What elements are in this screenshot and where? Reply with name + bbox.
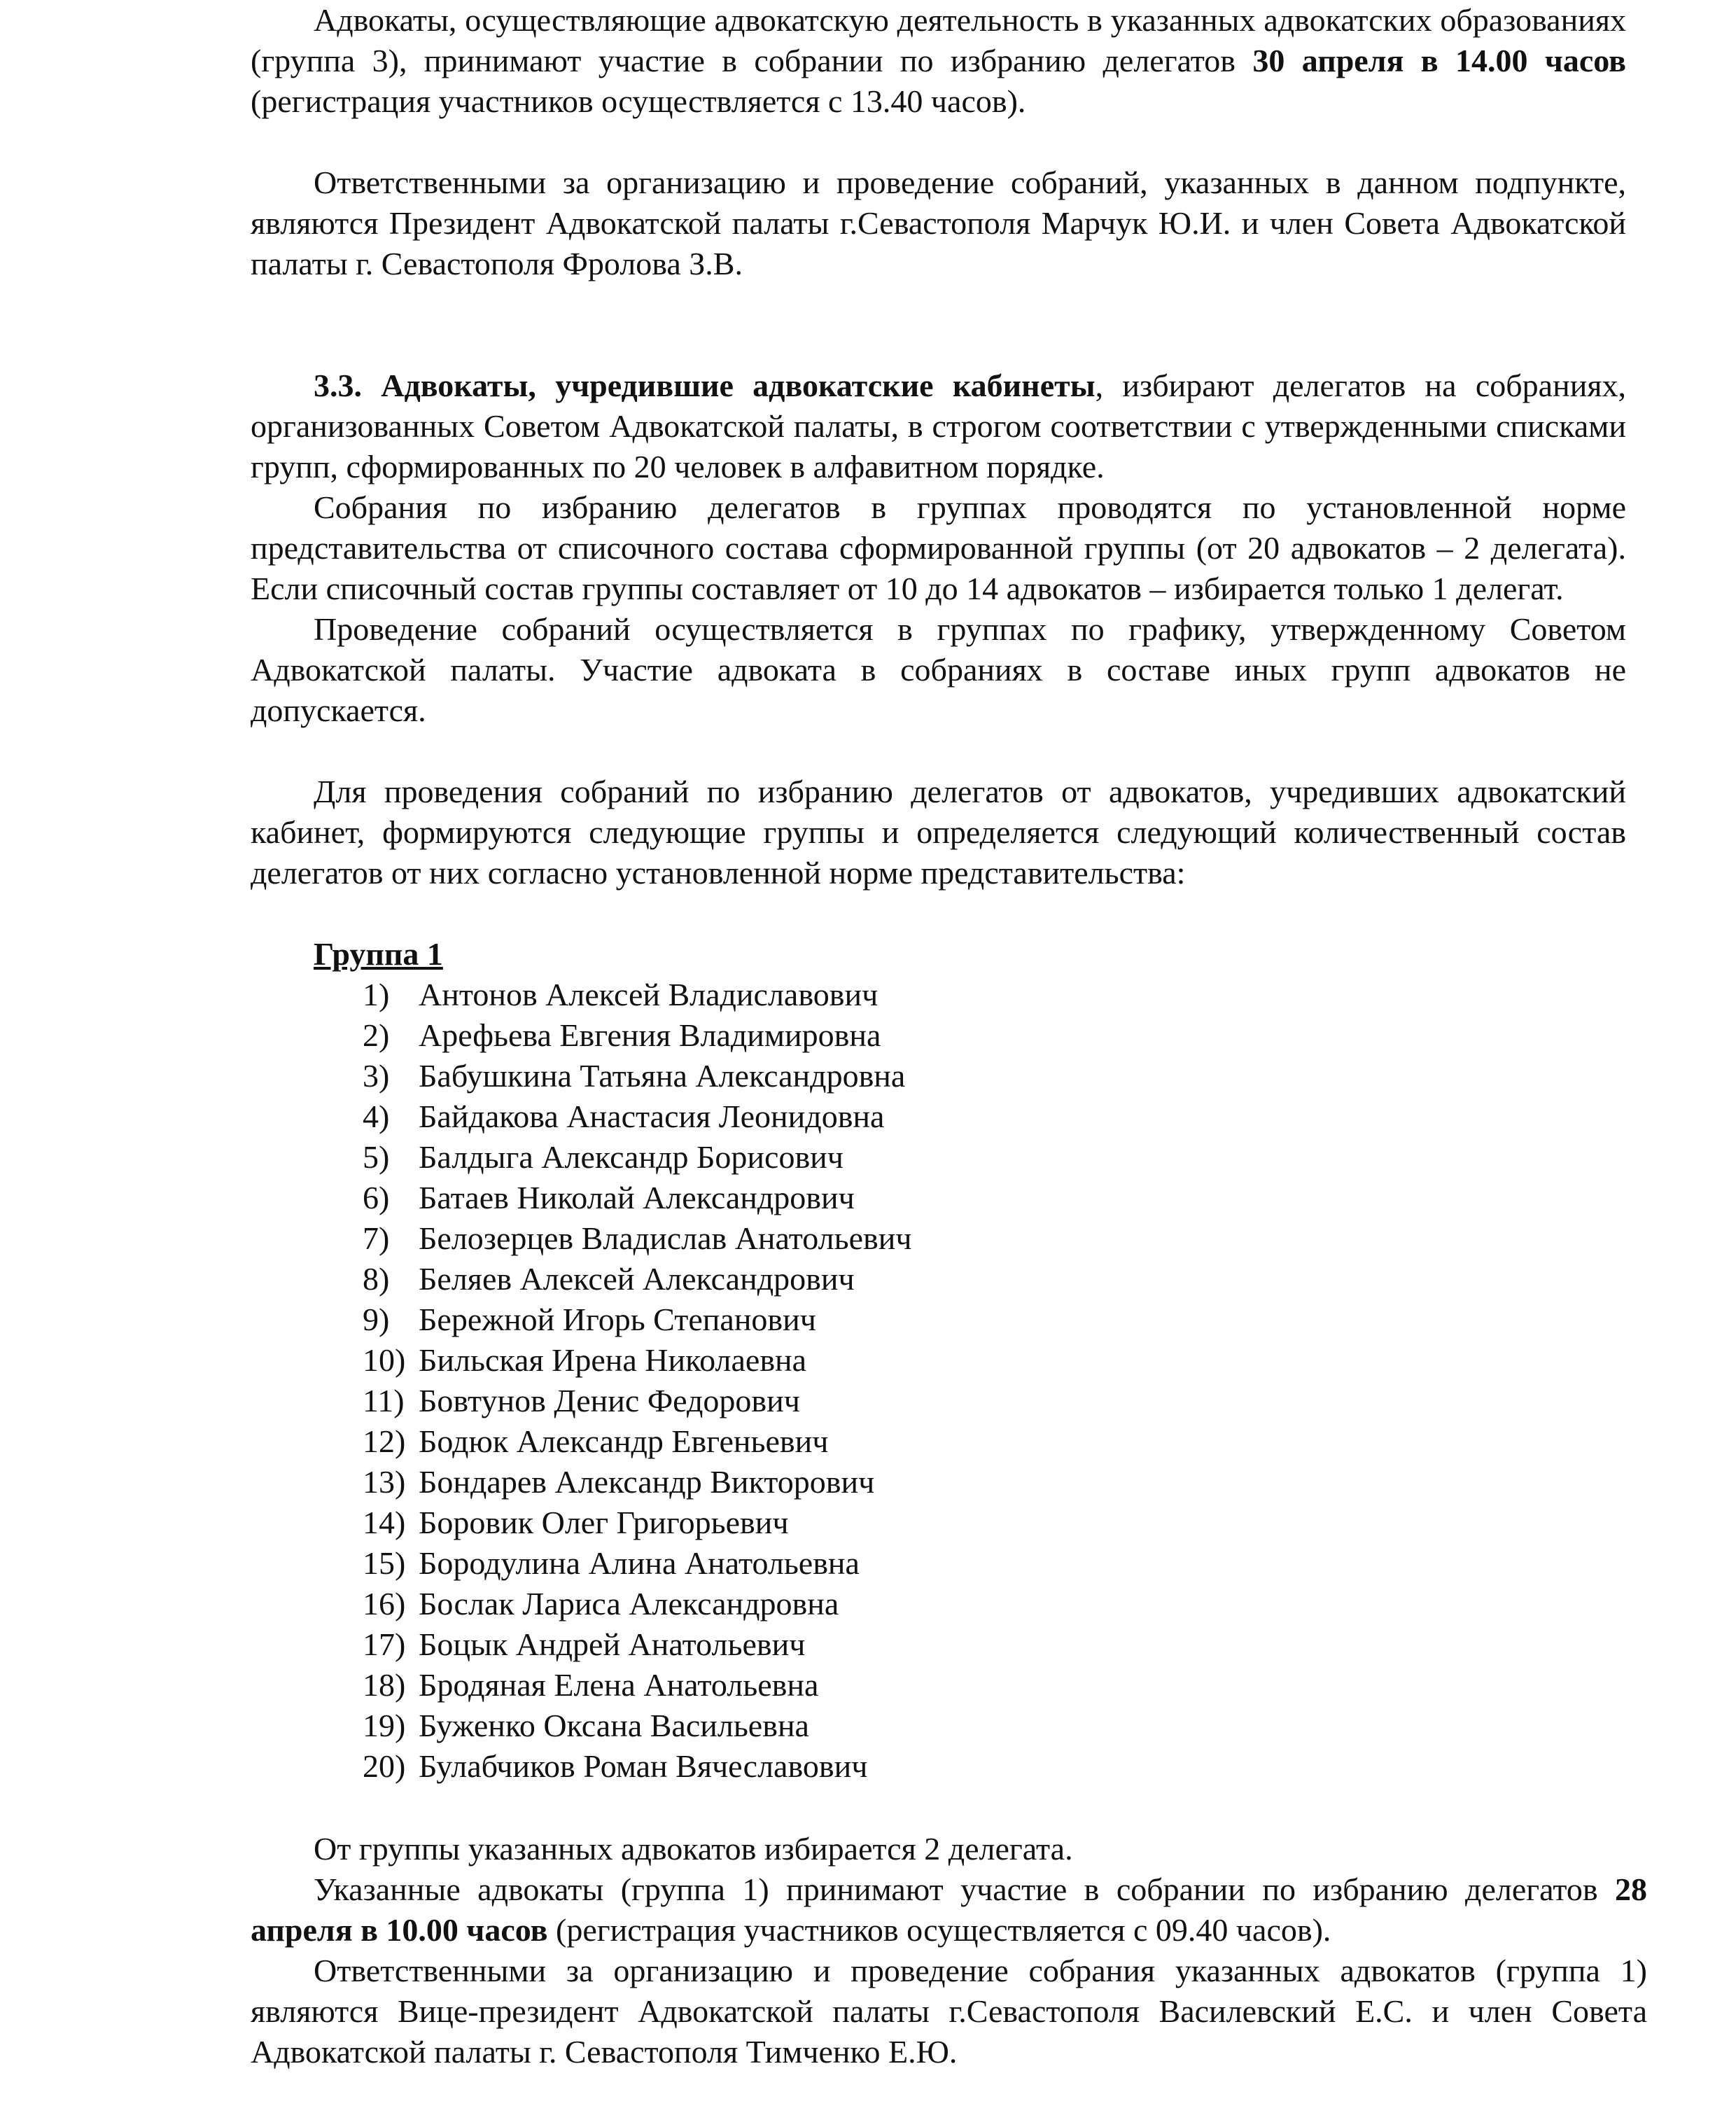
list-item [251, 1056, 1651, 1096]
list-item-name: Буженко Оксана Васильевна [419, 1708, 809, 1743]
section-heading-bold: 3.3. Адвокаты, учредившие адвокатские кабинеты [314, 368, 1096, 403]
list-item-number: 6) [363, 1180, 390, 1215]
list-item-name: Боровик Олег Григорьевич [419, 1505, 789, 1540]
document-page [251, 0, 1651, 2072]
section-3-3-intro [251, 365, 1626, 487]
list-item-number: 2) [363, 1017, 390, 1053]
list-item-name: Байдакова Анастасия Леонидовна [419, 1099, 885, 1134]
list-item-name: Бондарев Александр Викторович [419, 1464, 875, 1500]
list-item-number: 11) [363, 1383, 405, 1418]
list-item [251, 1299, 1651, 1340]
list-item-number: 17) [363, 1626, 406, 1662]
list-item-number: 14) [363, 1505, 406, 1540]
list-item-name: Бродяная Елена Анатольевна [419, 1667, 819, 1703]
group-members-list [251, 975, 1651, 1787]
list-item [251, 1218, 1651, 1259]
meeting-date-bold: 30 апреля в 14.00 часов [1252, 43, 1626, 78]
list-item-name: Арефьева Евгения Владимировна [419, 1017, 881, 1053]
text-span: Указанные адвокаты (группа 1) принимают участие в собрании по избранию делегатов [314, 1871, 1615, 1907]
list-item [251, 1665, 1651, 1706]
list-item [251, 1015, 1651, 1056]
list-item-number: 20) [363, 1748, 406, 1784]
list-item [251, 975, 1651, 1015]
list-item-number: 18) [363, 1667, 406, 1703]
list-item [251, 1543, 1651, 1584]
list-item-name: Бережной Игорь Степанович [419, 1302, 816, 1337]
list-item-number: 16) [363, 1586, 406, 1622]
group1-responsible-paragraph: Ответственными за организацию и проведение собрания указанных адвокатов (группа 1) являются Вице-президент Адвокатской палаты г.Севастополя Василевский Е.С. и член Совета Адвокатской палаты г. Севастополя Тимченко Е.Ю. [251, 1953, 1647, 2070]
text-span: Адвокаты, осуществляющие адвокатскую деятельность в указанных адвокатских образованиях (группа 3), принимают участие в собрании по избранию делегатов [251, 2, 1626, 78]
list-item-name: Бабушкина Татьяна Александровна [419, 1058, 906, 1094]
list-item [251, 1178, 1651, 1218]
list-item [251, 1096, 1651, 1137]
list-item-name: Булабчиков Роман Вячеславович [419, 1748, 868, 1784]
list-item [251, 1706, 1651, 1746]
group-heading: Группа 1 [314, 936, 443, 972]
list-item-number: 13) [363, 1464, 406, 1500]
section-3-3-paragraph-2: Собрания по избранию делегатов в группах проводятся по установленной норме представительства от списочного состава сформированной группы (от 20 адвокатов – 2 делегата). Если списочный состав группы составляет от 10 до 14 адвокатов – избирается только 1 делегат. [251, 489, 1626, 606]
list-item [251, 1462, 1651, 1502]
list-item [251, 1381, 1651, 1421]
list-item [251, 1340, 1651, 1381]
section-3-3-paragraph-4: Для проведения собраний по избранию делегатов от адвокатов, учредивших адвокатский кабинет, формируются следующие группы и определяется следующий количественный состав делегатов от них согласно установленной норме представительства: [251, 774, 1626, 891]
list-item-number: 4) [363, 1099, 390, 1134]
group3-meeting-paragraph [251, 0, 1626, 122]
list-item-name: Бодюк Александр Евгеньевич [419, 1423, 829, 1459]
text-span: , избирают делегатов на собраниях, организованных Советом Адвокатской палаты, в строгом соответствии с утвержденными списками групп, сформированных по 20 человек в алфавитном порядке. [251, 368, 1626, 484]
list-item-name: Бородулина Алина Анатольевна [419, 1545, 860, 1581]
list-item [251, 1584, 1651, 1624]
list-item-name: Бовтунов Денис Федорович [419, 1383, 800, 1418]
list-item-number: 3) [363, 1058, 390, 1094]
list-item-number: 8) [363, 1261, 390, 1297]
delegates-count-paragraph: От группы указанных адвокатов избирается 2 делегата. [314, 1831, 1073, 1867]
list-item-number: 5) [363, 1139, 390, 1175]
group-footer [251, 1829, 1647, 2072]
list-item-number: 19) [363, 1708, 406, 1743]
list-item [251, 1502, 1651, 1543]
group1-meeting-paragraph [251, 1869, 1647, 1951]
meeting-date-bold: 28 апреля в 10.00 часов [251, 1871, 1647, 1948]
list-item-name: Бильская Ирена Николаевна [419, 1342, 807, 1378]
list-item-number: 12) [363, 1423, 406, 1459]
section-3-3-paragraph-3: Проведение собраний осуществляется в группах по графику, утвержденному Советом Адвокатской палаты. Участие адвоката в собраниях в составе иных групп адвокатов не допускается. [251, 611, 1626, 728]
list-item-number: 7) [363, 1220, 390, 1256]
list-item [251, 1421, 1651, 1462]
list-item-number: 1) [363, 977, 390, 1012]
list-item-number: 10) [363, 1342, 406, 1378]
list-item [251, 1137, 1651, 1178]
list-item-name: Бослак Лариса Александровна [419, 1586, 839, 1622]
list-item-name: Антонов Алексей Владиславович [419, 977, 878, 1012]
list-item-number: 15) [363, 1545, 406, 1581]
top-section [251, 0, 1626, 934]
responsible-paragraph: Ответственными за организацию и проведение собраний, указанных в данном подпункте, являются Президент Адвокатской палаты г.Севастополя Марчук Ю.И. и член Совета Адвокатской палаты г. Севастополя Фролова З.В. [251, 165, 1626, 281]
list-item-name: Балдыга Александр Борисович [419, 1139, 844, 1175]
list-item [251, 1259, 1651, 1299]
list-item-name: Белозерцев Владислав Анатольевич [419, 1220, 912, 1256]
list-item [251, 1746, 1651, 1787]
text-span: (регистрация участников осуществляется с 13.40 часов). [251, 83, 1026, 119]
list-item [251, 1624, 1651, 1665]
list-item-name: Боцык Андрей Анатольевич [419, 1626, 806, 1662]
text-span: (регистрация участников осуществляется с 09.40 часов). [547, 1912, 1331, 1948]
list-item-number: 9) [363, 1302, 390, 1337]
list-item-name: Батаев Николай Александрович [419, 1180, 855, 1215]
list-item-name: Беляев Алексей Александрович [419, 1261, 855, 1297]
